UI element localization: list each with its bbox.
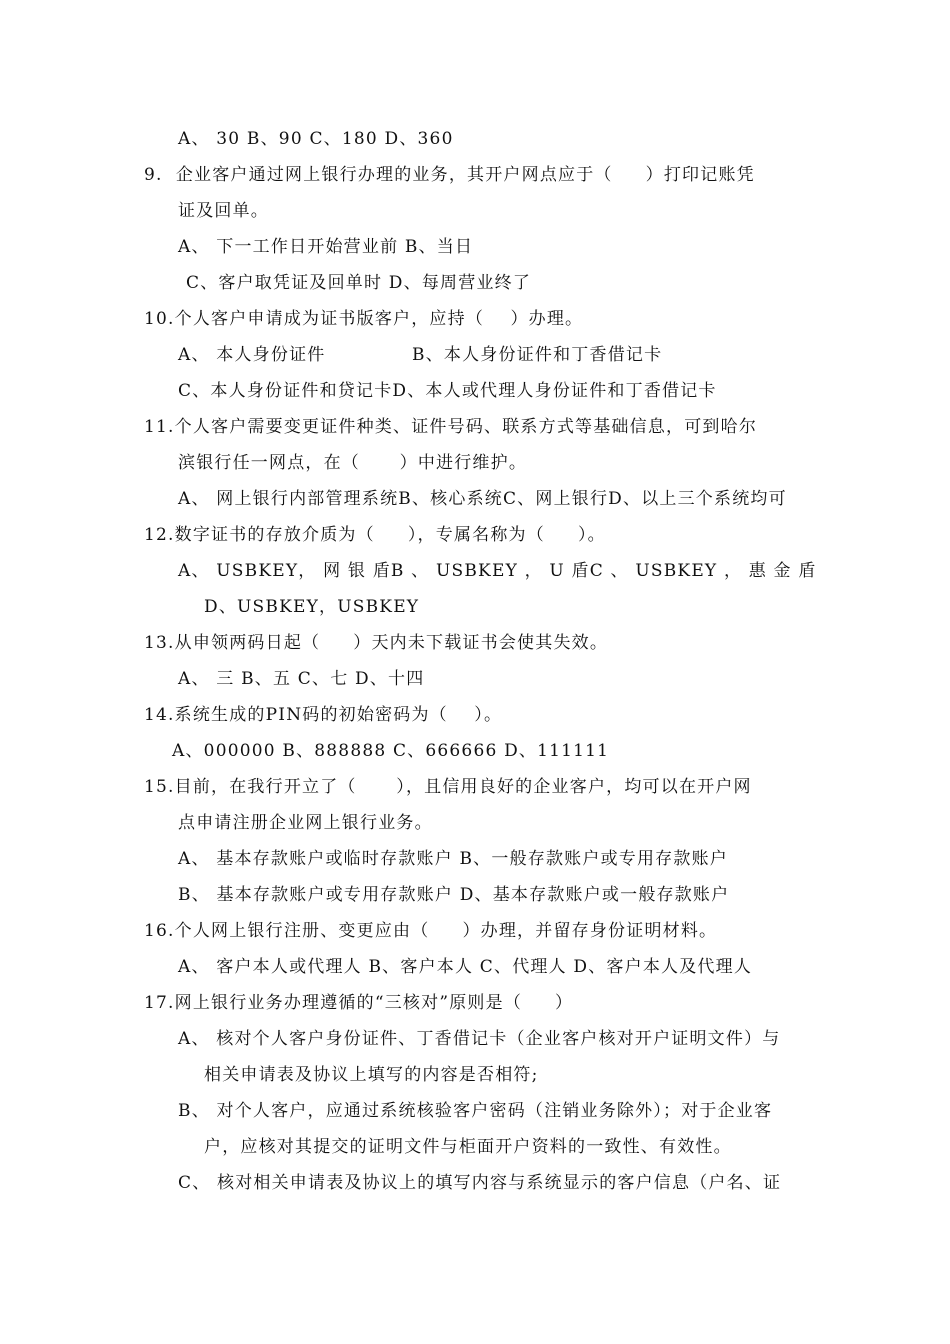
q10-stem: 10.个人客户申请成为证书版客户，应持（ ）办理。 [144, 309, 584, 329]
q12-option-a: A、 USBKEY， 网 银 盾 [178, 561, 391, 581]
q17-option-a: A、 核对个人客户身份证件、丁香借记卡（企业客户核对开户证明文件）与 [178, 1029, 781, 1049]
q10-option-b: B、本人身份证件和丁香借记卡 [412, 345, 663, 365]
q10-options-cd: C、本人身份证件和贷记卡D、本人或代理人身份证件和丁香借记卡 [178, 381, 717, 401]
q11-options: A、 网上银行内部管理系统B、核心系统C、网上银行D、以上三个系统均可 [178, 489, 787, 509]
q12-option-b: B 、 USBKEY ， U 盾 [390, 561, 590, 581]
q8-options: A、 30 B、90 C、180 D、360 [178, 129, 454, 149]
q13-options: A、 三 B、五 C、七 D、十四 [178, 669, 425, 689]
q12-stem: 12.数字证书的存放介质为（ ），专属名称为（ ）。 [144, 525, 606, 545]
q17-option-b: B、 对个人客户，应通过系统核验客户密码（注销业务除外）；对于企业客 [178, 1101, 773, 1121]
q16-stem: 16.个人网上银行注册、变更应由（ ）办理，并留存身份证明材料。 [144, 921, 718, 941]
q9-options-2: C、客户取凭证及回单时 D、每周营业终了 [186, 273, 532, 293]
q13-stem: 13.从申领两码日起（ ）天内未下载证书会使其失效。 [144, 633, 609, 653]
q11-stem-cont: 滨银行任一网点，在（ ）中进行维护。 [178, 453, 528, 473]
q14-options: A、000000 B、888888 C、666666 D、111111 [172, 741, 610, 761]
q15-options-1: A、 基本存款账户或临时存款账户 B、一般存款账户或专用存款账户 [178, 849, 728, 869]
q17-option-c: C、 核对相关申请表及协议上的填写内容与系统显示的客户信息（户名、证 [178, 1173, 782, 1193]
q9-options-1: A、 下一工作日开始营业前 B、当日 [178, 237, 474, 257]
q15-options-2: B、 基本存款账户或专用存款账户 D、基本存款账户或一般存款账户 [178, 885, 730, 905]
q16-options: A、 客户本人或代理人 B、客户本人 C、代理人 D、客户本人及代理人 [178, 957, 753, 977]
q12-option-c: C 、 USBKEY ， 惠 金 盾 [589, 561, 817, 581]
q11-stem: 11.个人客户需要变更证件种类、证件号码、联系方式等基础信息，可到哈尔 [144, 417, 758, 437]
q15-stem: 15.目前，在我行开立了（ ），且信用良好的企业客户，均可以在开户网 [144, 777, 752, 797]
q9-stem-cont: 证及回单。 [178, 201, 269, 221]
q17-option-b-cont: 户，应核对其提交的证明文件与柜面开户资料的一致性、有效性。 [204, 1137, 732, 1157]
q12-option-d: D、USBKEY，USBKEY [204, 597, 420, 617]
q12-options-1 [178, 560, 817, 582]
q17-stem: 17.网上银行业务办理遵循的“三核对”原则是（ ） [144, 993, 574, 1013]
q17-option-a-cont: 相关申请表及协议上填写的内容是否相符; [204, 1065, 539, 1085]
q14-stem: 14.系统生成的PIN码的初始密码为（ ）。 [144, 705, 503, 725]
q15-stem-cont: 点申请注册企业网上银行业务。 [178, 813, 433, 833]
q10-option-a: A、 本人身份证件 [178, 345, 326, 365]
q9-stem: 9. 企业客户通过网上银行办理的业务，其开户网点应于（ ）打印记账凭 [144, 165, 755, 185]
